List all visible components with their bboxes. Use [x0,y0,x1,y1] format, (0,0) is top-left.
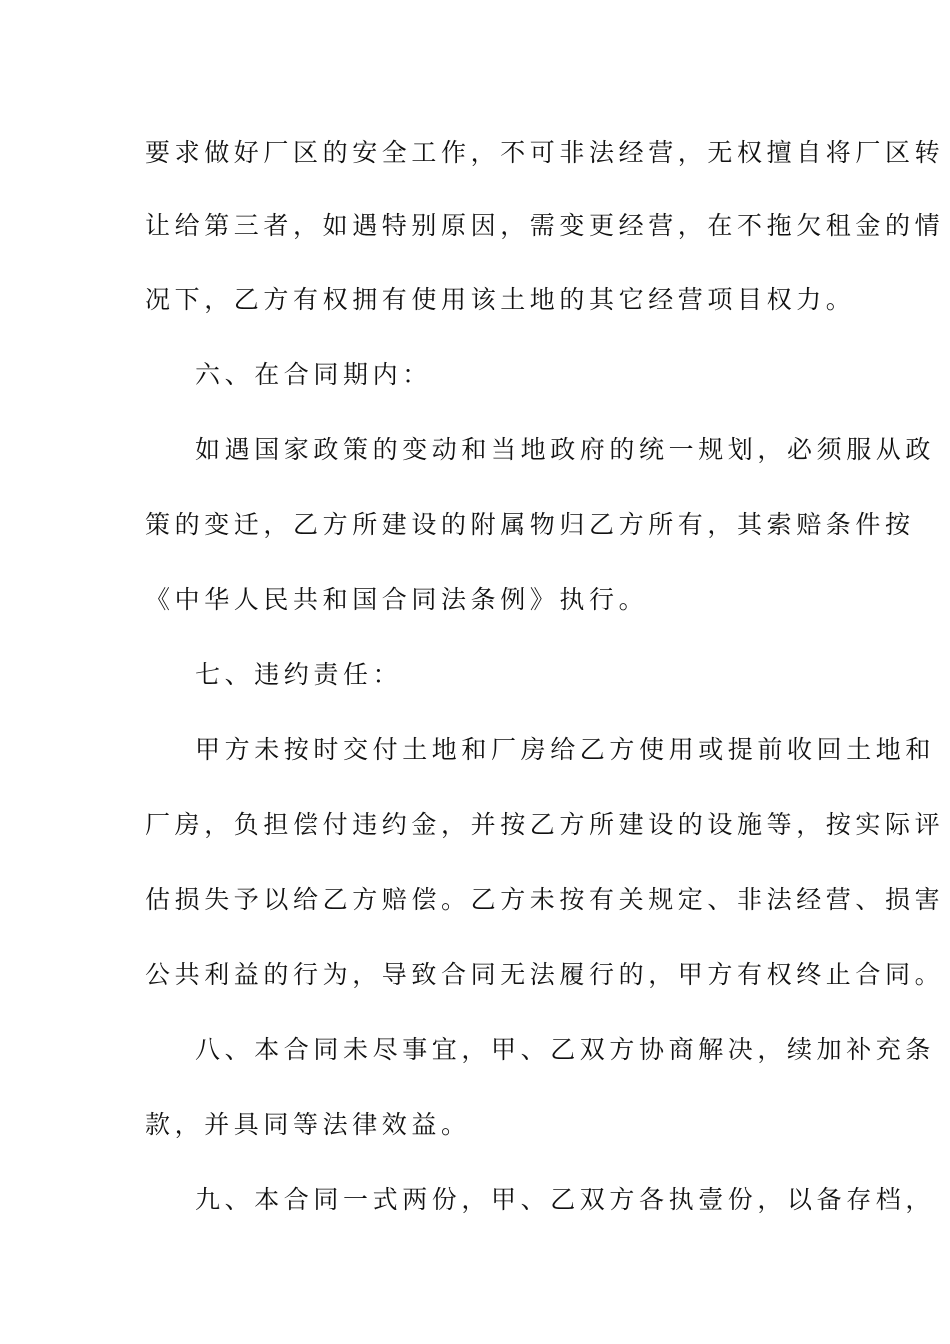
text-line: 《中华人民共和国合同法条例》执行。 [145,585,649,614]
text-line: 如遇国家政策的变动和当地政府的统一规划，必须服从政 [195,435,936,464]
text-line: 八、本合同未尽事宜，甲、乙双方协商解决，续加补充条 [195,1035,936,1064]
section-heading: 六、在合同期内： [195,360,432,389]
section-heading: 七、违约责任： [195,660,403,689]
text-line: 让给第三者，如遇特别原因，需变更经营，在不拖欠租金的情 [145,211,945,240]
text-line: 策的变迁，乙方所建设的附属物归乙方所有，其索赔条件按 [145,510,915,539]
text-line: 甲方未按时交付土地和厂房给乙方使用或提前收回土地和 [195,735,936,764]
text-line: 估损失予以给乙方赔偿。乙方未按有关规定、非法经营、损害 [145,885,945,914]
text-line: 要求做好厂区的安全工作，不可非法经营，无权擅自将厂区转 [145,138,945,167]
text-line: 九、本合同一式两份，甲、乙双方各执壹份，以备存档， [195,1185,936,1214]
text-line: 公共利益的行为，导致合同无法履行的，甲方有权终止合同。 [145,960,945,989]
text-line: 款，并具同等法律效益。 [145,1110,471,1139]
text-line: 厂房，负担偿付违约金，并按乙方所建设的设施等，按实际评 [145,810,945,839]
text-line: 况下，乙方有权拥有使用该土地的其它经营项目权力。 [145,285,856,314]
